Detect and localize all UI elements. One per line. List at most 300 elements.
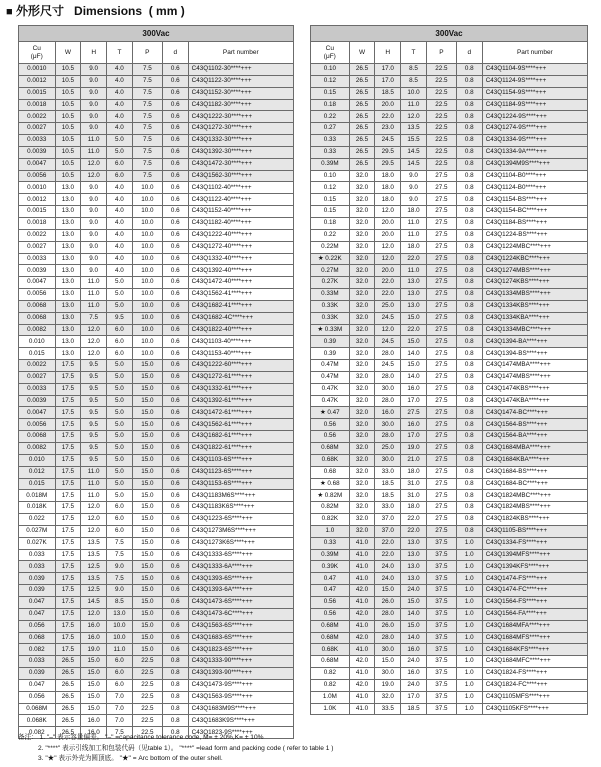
cell-d: 0.8 xyxy=(456,265,482,277)
cell-w: 32.0 xyxy=(349,383,375,395)
cell-p: 22.5 xyxy=(132,656,162,668)
table-row xyxy=(311,668,588,680)
cell-d: 0.8 xyxy=(456,64,482,76)
cell-h: 12.0 xyxy=(375,253,401,265)
cell-part-number: C43Q1105KFS****+++ xyxy=(482,703,587,715)
cell-p: 15.0 xyxy=(132,466,162,478)
cell-h: 22.0 xyxy=(375,277,401,289)
cell-t: 4.0 xyxy=(107,265,133,277)
cell-d: 0.8 xyxy=(456,170,482,182)
cell-w: 32.0 xyxy=(349,253,375,265)
cell-p: 37.5 xyxy=(426,703,456,715)
cell-capacitance: 0.22 xyxy=(311,111,350,123)
cell-h: 14.5 xyxy=(81,596,107,608)
cell-h: 24.5 xyxy=(375,336,401,348)
table-row xyxy=(311,383,588,395)
cell-p: 37.5 xyxy=(426,585,456,597)
cell-t: 27.5 xyxy=(401,407,427,419)
cell-part-number: C43Q1824KBS****+++ xyxy=(482,514,587,526)
cell-w: 17.5 xyxy=(55,454,81,466)
cell-w: 13.0 xyxy=(55,300,81,312)
cell-capacitance: 0.0015 xyxy=(19,206,56,218)
table-row xyxy=(19,549,294,561)
cell-p: 15.0 xyxy=(132,561,162,573)
cell-t: 6.0 xyxy=(107,348,133,360)
table-row xyxy=(311,229,588,241)
cell-part-number: C43Q1222-30****+++ xyxy=(188,111,293,123)
cell-h: 12.0 xyxy=(375,241,401,253)
cell-capacitance: 0.033 xyxy=(19,561,56,573)
cell-p: 10.0 xyxy=(132,194,162,206)
cell-capacitance: 0.0018 xyxy=(19,217,56,229)
table-row xyxy=(19,679,294,691)
table-row xyxy=(311,454,588,466)
cell-w: 32.0 xyxy=(349,431,375,443)
cell-capacitance: 0.47 xyxy=(311,573,350,585)
cell-t: 16.0 xyxy=(401,419,427,431)
cell-w: 17.5 xyxy=(55,620,81,632)
cell-w: 26.5 xyxy=(349,75,375,87)
cell-w: 32.0 xyxy=(349,277,375,289)
cell-p: 10.0 xyxy=(132,241,162,253)
cell-part-number: C43Q1334KBA****+++ xyxy=(482,312,587,324)
cell-t: 8.5 xyxy=(401,75,427,87)
cell-h: 9.5 xyxy=(81,395,107,407)
cell-p: 27.5 xyxy=(426,454,456,466)
cell-capacitance: 0.0047 xyxy=(19,277,56,289)
cell-d: 0.8 xyxy=(456,87,482,99)
cell-w: 13.0 xyxy=(55,217,81,229)
table-row xyxy=(311,312,588,324)
cell-h: 18.5 xyxy=(375,478,401,490)
cell-d: 0.6 xyxy=(162,443,188,455)
cell-part-number: C43Q1124-9S****+++ xyxy=(482,75,587,87)
cell-w: 41.0 xyxy=(349,668,375,680)
cell-part-number: C43Q1472-30****+++ xyxy=(188,158,293,170)
cell-d: 0.6 xyxy=(162,561,188,573)
cell-h: 20.0 xyxy=(375,265,401,277)
cell-h: 12.0 xyxy=(81,170,107,182)
cell-d: 0.8 xyxy=(456,443,482,455)
cell-d: 0.6 xyxy=(162,87,188,99)
cell-t: 9.0 xyxy=(107,585,133,597)
cell-d: 0.6 xyxy=(162,502,188,514)
cell-w: 10.5 xyxy=(55,87,81,99)
cell-d: 0.8 xyxy=(162,679,188,691)
cell-w: 32.0 xyxy=(349,265,375,277)
cell-p: 27.5 xyxy=(426,194,456,206)
cell-h: 19.0 xyxy=(81,644,107,656)
cell-w: 32.0 xyxy=(349,300,375,312)
cell-d: 1.0 xyxy=(456,608,482,620)
cell-p: 22.5 xyxy=(426,64,456,76)
cell-p: 37.5 xyxy=(426,561,456,573)
cell-t: 18.0 xyxy=(401,206,427,218)
cell-part-number: C43Q1152-30****+++ xyxy=(188,87,293,99)
cell-t: 12.0 xyxy=(401,111,427,123)
table-row xyxy=(311,348,588,360)
cell-w: 13.0 xyxy=(55,289,81,301)
cell-h: 9.0 xyxy=(81,182,107,194)
cell-t: 15.0 xyxy=(401,312,427,324)
title-square-icon: ■ xyxy=(6,6,13,18)
cell-capacitance: 0.56 xyxy=(311,596,350,608)
cell-d: 0.6 xyxy=(162,454,188,466)
cell-d: 0.6 xyxy=(162,549,188,561)
cell-h: 9.0 xyxy=(81,265,107,277)
cell-h: 37.0 xyxy=(375,525,401,537)
cell-t: 13.0 xyxy=(107,608,133,620)
cell-h: 9.0 xyxy=(81,111,107,123)
cell-t: 9.0 xyxy=(401,182,427,194)
cell-capacitance: 0.0033 xyxy=(19,383,56,395)
cell-d: 0.8 xyxy=(456,525,482,537)
cell-capacitance: 0.010 xyxy=(19,454,56,466)
cell-p: 27.5 xyxy=(426,360,456,372)
cell-h: 11.0 xyxy=(81,300,107,312)
cell-w: 17.5 xyxy=(55,632,81,644)
cell-capacitance: ★ 0.68 xyxy=(311,478,350,490)
cell-h: 15.0 xyxy=(81,679,107,691)
cell-d: 1.0 xyxy=(456,644,482,656)
cell-capacitance: 0.0022 xyxy=(19,360,56,372)
cell-w: 17.5 xyxy=(55,537,81,549)
cell-h: 25.0 xyxy=(375,443,401,455)
cell-p: 10.0 xyxy=(132,336,162,348)
cell-w: 41.0 xyxy=(349,573,375,585)
cell-p: 27.5 xyxy=(426,182,456,194)
table-row xyxy=(19,75,294,87)
cell-t: 6.0 xyxy=(107,525,133,537)
cell-d: 1.0 xyxy=(456,632,482,644)
cu-unit: (μF) xyxy=(30,52,43,60)
cell-part-number: C43Q1105-BS****+++ xyxy=(482,525,587,537)
table-row xyxy=(19,656,294,668)
cu-label: Cu xyxy=(32,45,41,53)
cell-d: 0.6 xyxy=(162,348,188,360)
cell-d: 0.8 xyxy=(456,123,482,135)
cell-capacitance: 0.0012 xyxy=(19,75,56,87)
cell-p: 15.0 xyxy=(132,478,162,490)
table-row xyxy=(311,253,588,265)
cell-t: 17.0 xyxy=(401,431,427,443)
cell-capacitance: 0.39M xyxy=(311,549,350,561)
cell-p: 27.5 xyxy=(426,443,456,455)
cell-p: 15.0 xyxy=(132,644,162,656)
cell-part-number: C43Q1683-6S****+++ xyxy=(188,632,293,644)
cell-d: 1.0 xyxy=(456,549,482,561)
cell-d: 0.8 xyxy=(456,289,482,301)
cell-capacitance: 0.015 xyxy=(19,478,56,490)
cell-p: 10.0 xyxy=(132,182,162,194)
table-row xyxy=(19,691,294,703)
cell-capacitance: 0.82K xyxy=(311,514,350,526)
cell-d: 0.6 xyxy=(162,217,188,229)
cell-w: 32.0 xyxy=(349,217,375,229)
cell-capacitance: 0.33M xyxy=(311,289,350,301)
cell-capacitance: ★ 0.82M xyxy=(311,490,350,502)
cell-t: 10.0 xyxy=(107,632,133,644)
cell-capacitance: 0.33 xyxy=(311,146,350,158)
cell-h: 28.0 xyxy=(375,431,401,443)
cell-h: 26.0 xyxy=(375,620,401,632)
cell-d: 0.8 xyxy=(456,158,482,170)
cell-part-number: C43Q1824-FS****+++ xyxy=(482,668,587,680)
cell-p: 22.5 xyxy=(426,87,456,99)
cell-p: 7.5 xyxy=(132,87,162,99)
table-row xyxy=(19,644,294,656)
cell-w: 32.0 xyxy=(349,395,375,407)
cell-p: 15.0 xyxy=(132,573,162,585)
cell-p: 27.5 xyxy=(426,217,456,229)
cell-p: 37.5 xyxy=(426,573,456,585)
cell-h: 25.0 xyxy=(375,300,401,312)
cell-part-number: C43Q1824MBS****+++ xyxy=(482,502,587,514)
cell-d: 0.6 xyxy=(162,514,188,526)
cell-w: 26.5 xyxy=(349,146,375,158)
cell-capacitance: 0.82 xyxy=(311,679,350,691)
cell-p: 27.5 xyxy=(426,300,456,312)
cell-t: 24.0 xyxy=(401,656,427,668)
cell-capacitance: 0.10 xyxy=(311,64,350,76)
column-header-part-number: Part number xyxy=(482,42,587,64)
table-row xyxy=(19,561,294,573)
cell-h: 30.0 xyxy=(375,668,401,680)
table-row xyxy=(311,537,588,549)
cell-part-number: C43Q1274KBS****+++ xyxy=(482,277,587,289)
cell-w: 26.5 xyxy=(55,679,81,691)
cell-p: 15.0 xyxy=(132,608,162,620)
cell-d: 0.8 xyxy=(456,348,482,360)
cell-t: 4.0 xyxy=(107,229,133,241)
cell-d: 1.0 xyxy=(456,656,482,668)
cell-w: 32.0 xyxy=(349,229,375,241)
cell-part-number: C43Q1683K9S****+++ xyxy=(188,715,293,727)
table-row xyxy=(311,217,588,229)
cell-d: 0.6 xyxy=(162,312,188,324)
cell-d: 0.6 xyxy=(162,324,188,336)
cell-w: 17.5 xyxy=(55,431,81,443)
cell-t: 4.0 xyxy=(107,111,133,123)
cell-part-number: C43Q1393-6S****+++ xyxy=(188,573,293,585)
cell-capacitance: 0.0047 xyxy=(19,407,56,419)
cell-w: 26.5 xyxy=(349,123,375,135)
cell-h: 15.0 xyxy=(81,668,107,680)
cell-part-number: C43Q1184-9S****+++ xyxy=(482,99,587,111)
cell-p: 10.0 xyxy=(132,277,162,289)
cell-h: 28.0 xyxy=(375,632,401,644)
cell-capacitance: 0.015 xyxy=(19,348,56,360)
cell-w: 17.5 xyxy=(55,596,81,608)
cell-w: 17.5 xyxy=(55,407,81,419)
cell-t: 9.0 xyxy=(107,561,133,573)
cell-w: 32.0 xyxy=(349,514,375,526)
cell-p: 7.5 xyxy=(132,75,162,87)
cell-d: 0.6 xyxy=(162,158,188,170)
cell-p: 27.5 xyxy=(426,383,456,395)
cell-t: 5.0 xyxy=(107,277,133,289)
cell-part-number: C43Q1222-40****+++ xyxy=(188,229,293,241)
cell-h: 16.0 xyxy=(81,727,107,739)
footnote-1: 备注： 1. "–" 表示容量偏差。 "–" =capacitance tolerance code, M= ± 20%,K= ± 10% xyxy=(18,734,264,741)
cell-part-number: C43Q1682-61****+++ xyxy=(188,431,293,443)
cell-p: 37.5 xyxy=(426,537,456,549)
cell-capacitance: 0.12 xyxy=(311,75,350,87)
table-row xyxy=(19,431,294,443)
cell-part-number: C43Q1562-61****+++ xyxy=(188,419,293,431)
table-row xyxy=(19,573,294,585)
cell-part-number: C43Q1822-40****+++ xyxy=(188,324,293,336)
cell-d: 0.8 xyxy=(456,229,482,241)
cell-capacitance: 0.47M xyxy=(311,371,350,383)
cell-d: 0.6 xyxy=(162,585,188,597)
cell-t: 22.0 xyxy=(401,514,427,526)
cell-part-number: C43Q1684-BC****+++ xyxy=(482,478,587,490)
table-row xyxy=(311,632,588,644)
cell-p: 15.0 xyxy=(132,596,162,608)
table-row xyxy=(311,656,588,668)
cell-t: 6.0 xyxy=(107,502,133,514)
cell-d: 0.8 xyxy=(456,75,482,87)
cell-d: 0.8 xyxy=(456,454,482,466)
table-row xyxy=(19,300,294,312)
table-row xyxy=(19,229,294,241)
cell-t: 4.0 xyxy=(107,194,133,206)
cell-capacitance: 0.0056 xyxy=(19,289,56,301)
cell-t: 6.0 xyxy=(107,668,133,680)
cell-h: 11.0 xyxy=(81,490,107,502)
cell-h: 9.0 xyxy=(81,99,107,111)
cell-d: 0.8 xyxy=(456,253,482,265)
cell-t: 7.0 xyxy=(107,715,133,727)
cell-part-number: C43Q1104-9S****+++ xyxy=(482,64,587,76)
cell-part-number: C43Q1822-61****+++ xyxy=(188,443,293,455)
cell-part-number: C43Q1474KBA****+++ xyxy=(482,395,587,407)
cell-part-number: C43Q1394-BA****+++ xyxy=(482,336,587,348)
cell-capacitance: 0.033 xyxy=(19,656,56,668)
cell-t: 13.0 xyxy=(401,289,427,301)
cell-p: 27.5 xyxy=(426,490,456,502)
cell-part-number: C43Q1224KBC****+++ xyxy=(482,253,587,265)
cell-d: 0.8 xyxy=(456,241,482,253)
cell-capacitance: ★ 0.33M xyxy=(311,324,350,336)
cell-w: 32.0 xyxy=(349,419,375,431)
cell-capacitance: 0.68K xyxy=(311,644,350,656)
cell-w: 32.0 xyxy=(349,360,375,372)
cell-part-number: C43Q1333-90****+++ xyxy=(188,656,293,668)
cell-part-number: C43Q1182-30****+++ xyxy=(188,99,293,111)
cell-capacitance: 0.27K xyxy=(311,277,350,289)
cell-t: 14.0 xyxy=(401,348,427,360)
cell-p: 15.0 xyxy=(132,407,162,419)
title-chinese: 外形尺寸 xyxy=(16,4,65,18)
cell-h: 9.5 xyxy=(81,371,107,383)
cell-part-number: C43Q1152-40****+++ xyxy=(188,206,293,218)
cell-d: 0.6 xyxy=(162,608,188,620)
cell-p: 27.5 xyxy=(426,395,456,407)
cell-p: 22.5 xyxy=(132,691,162,703)
cell-d: 0.8 xyxy=(456,206,482,218)
cell-w: 13.0 xyxy=(55,182,81,194)
cell-d: 0.8 xyxy=(456,395,482,407)
cell-w: 32.0 xyxy=(349,371,375,383)
cell-d: 0.6 xyxy=(162,277,188,289)
cell-capacitance: 0.047 xyxy=(19,679,56,691)
cell-p: 27.5 xyxy=(426,229,456,241)
cell-d: 0.8 xyxy=(456,111,482,123)
cell-w: 41.0 xyxy=(349,561,375,573)
cell-part-number: C43Q1123-6S****+++ xyxy=(188,466,293,478)
cell-capacitance: 0.022 xyxy=(19,514,56,526)
cell-w: 10.5 xyxy=(55,111,81,123)
table-row xyxy=(19,146,294,158)
table-row xyxy=(19,64,294,76)
cell-t: 9.0 xyxy=(401,194,427,206)
cell-d: 0.6 xyxy=(162,371,188,383)
cell-w: 26.5 xyxy=(349,135,375,147)
cell-p: 15.0 xyxy=(132,537,162,549)
cell-w: 10.5 xyxy=(55,170,81,182)
cell-part-number: C43Q1332-40****+++ xyxy=(188,253,293,265)
cell-d: 0.6 xyxy=(162,466,188,478)
cell-t: 14.0 xyxy=(401,371,427,383)
cell-d: 0.8 xyxy=(456,324,482,336)
cell-p: 10.0 xyxy=(132,265,162,277)
column-header-h: H xyxy=(81,42,107,64)
cell-d: 0.6 xyxy=(162,300,188,312)
cell-w: 17.5 xyxy=(55,573,81,585)
cell-part-number: C43Q1824MBC****+++ xyxy=(482,490,587,502)
cell-h: 9.5 xyxy=(81,360,107,372)
cell-t: 4.0 xyxy=(107,217,133,229)
cell-capacitance: 0.068 xyxy=(19,632,56,644)
cell-part-number: C43Q1472-61****+++ xyxy=(188,407,293,419)
cell-capacitance: 0.27M xyxy=(311,265,350,277)
table-row xyxy=(311,407,588,419)
cell-w: 17.5 xyxy=(55,644,81,656)
table-row xyxy=(19,158,294,170)
cell-w: 32.0 xyxy=(349,194,375,206)
cell-d: 0.8 xyxy=(162,715,188,727)
cell-d: 1.0 xyxy=(456,561,482,573)
cell-d: 0.8 xyxy=(456,135,482,147)
cell-capacitance: 0.068M xyxy=(19,703,56,715)
cell-p: 27.5 xyxy=(426,478,456,490)
cell-h: 16.0 xyxy=(81,632,107,644)
cell-capacitance: 0.0039 xyxy=(19,395,56,407)
cell-p: 7.5 xyxy=(132,135,162,147)
cell-p: 7.5 xyxy=(132,158,162,170)
cell-part-number: C43Q1102-30****+++ xyxy=(188,64,293,76)
cell-capacitance: 0.0082 xyxy=(19,443,56,455)
cell-part-number: C43Q1104-B0****+++ xyxy=(482,170,587,182)
cell-capacitance: 0.0082 xyxy=(19,324,56,336)
table-row xyxy=(19,348,294,360)
cell-t: 13.0 xyxy=(401,300,427,312)
cell-part-number: C43Q1183K6S****+++ xyxy=(188,502,293,514)
cell-h: 23.0 xyxy=(375,123,401,135)
cell-w: 32.0 xyxy=(349,312,375,324)
cell-p: 27.5 xyxy=(426,336,456,348)
cell-part-number: C43Q1564-FA****+++ xyxy=(482,608,587,620)
cell-capacitance: 0.0056 xyxy=(19,170,56,182)
cell-w: 26.5 xyxy=(55,668,81,680)
cell-t: 6.0 xyxy=(107,514,133,526)
cell-t: 5.0 xyxy=(107,371,133,383)
table-row xyxy=(19,312,294,324)
cell-part-number: C43Q1334-9S****+++ xyxy=(482,135,587,147)
cell-t: 5.0 xyxy=(107,478,133,490)
